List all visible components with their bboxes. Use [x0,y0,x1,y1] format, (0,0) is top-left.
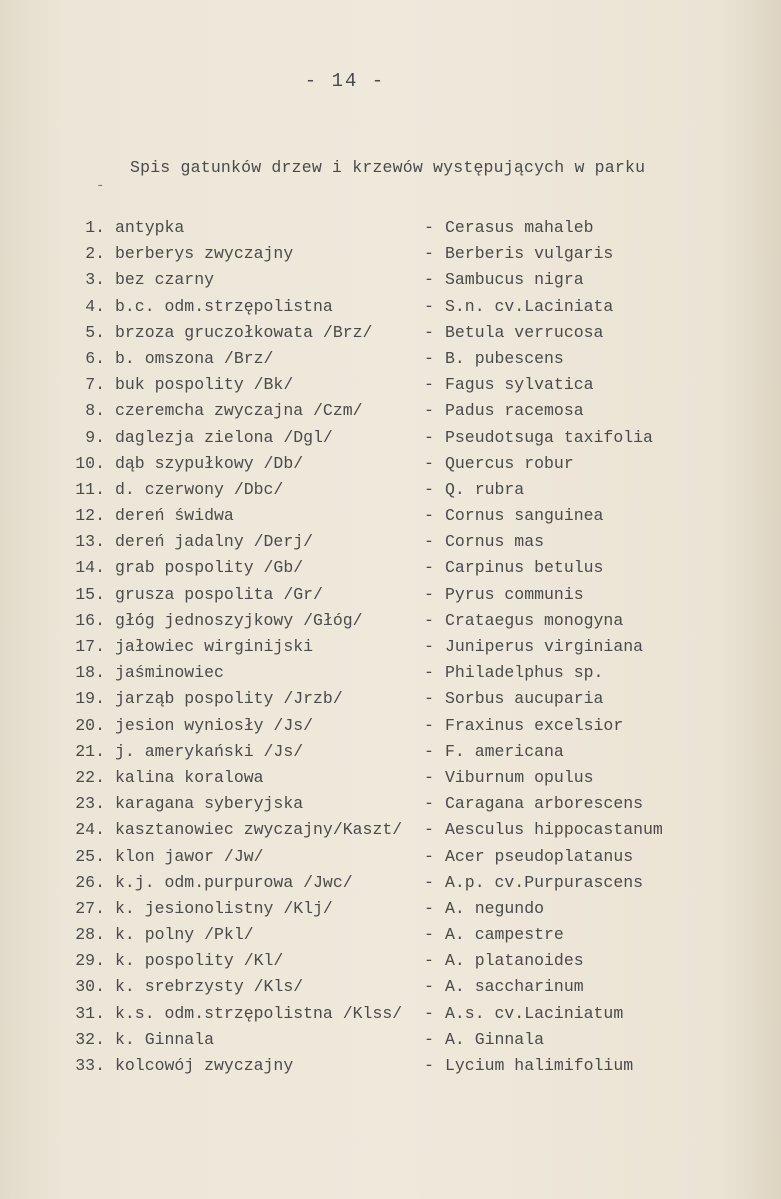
item-number: 1. [85,218,105,237]
item-number: 12. [75,506,105,526]
item-number: 22. [75,767,105,787]
latin-name: Caragana arborescens [445,794,644,814]
latin-name: Fraxinus excelsior [445,715,624,735]
separator-dash: - [424,244,434,264]
separator-dash: - [424,322,434,342]
item-number: 15. [75,584,105,604]
latin-name: Cornus mas [445,532,545,552]
latin-name: A. saccharinum [445,977,584,997]
separator-dash: - [424,401,434,421]
separator-dash: - [424,296,434,316]
polish-name: buk pospolity /Bk/ [115,375,294,395]
polish-name: berberys zwyczajny [115,244,294,264]
latin-name: Berberis vulgaris [445,244,614,264]
latin-name: Viburnum opulus [445,767,594,787]
separator-dash: - [424,270,434,290]
list-item [0,401,781,427]
separator-dash: - [424,1056,434,1075]
list-item [0,1004,781,1030]
latin-name: Pseudotsuga taxifolia [445,427,653,447]
list-item [0,532,781,558]
item-number: 3. [85,270,105,290]
separator-dash: - [424,348,434,368]
item-number: 18. [75,663,105,683]
separator-dash: - [424,925,434,945]
item-number: 30. [75,977,105,997]
separator-dash: - [424,1003,434,1023]
latin-name: A. Ginnala [445,1029,545,1049]
separator-dash: - [424,427,434,447]
polish-name: jesion wyniosły /Js/ [115,715,314,735]
latin-name: S.n. cv.Laciniata [445,296,614,316]
polish-name: k.j. odm.purpurowa /Jwc/ [115,872,353,892]
polish-name: dereń świdwa [115,506,234,526]
item-number: 33. [75,1056,105,1075]
separator-dash: - [424,663,434,683]
separator-dash: - [424,767,434,787]
polish-name: daglezja zielona /Dgl/ [115,427,333,447]
latin-name: Sambucus nigra [445,270,584,290]
list-item [0,323,781,349]
item-number: 20. [75,715,105,735]
item-number: 27. [75,898,105,918]
latin-name: A.p. cv.Purpurascens [445,872,644,892]
separator-dash: - [424,610,434,630]
list-item [0,873,781,899]
list-item [0,794,781,820]
polish-name: dereń jadalny /Derj/ [115,532,314,552]
list-item [0,925,781,951]
latin-name: Q. rubra [445,479,525,499]
latin-name: A. negundo [445,898,545,918]
item-number: 7. [85,375,105,395]
list-item [0,480,781,506]
polish-name: k. srebrzysty /Kls/ [115,977,304,997]
item-number: 11. [75,479,105,499]
polish-name: grab pospolity /Gb/ [115,558,304,578]
list-item [0,218,781,244]
list-item [0,506,781,532]
item-number: 19. [75,689,105,709]
list-item [0,663,781,689]
separator-dash: - [424,794,434,814]
polish-name: kalina koralowa [115,767,264,787]
polish-name: k. Ginnala [115,1029,215,1049]
separator-dash: - [424,506,434,526]
separator-dash: - [424,977,434,997]
polish-name: kolcowój zwyczajny [115,1056,294,1075]
item-number: 16. [75,610,105,630]
item-number: 26. [75,872,105,892]
polish-name: k. pospolity /Kl/ [115,951,284,971]
list-item [0,847,781,873]
list-item [0,349,781,375]
item-number: 28. [75,925,105,945]
latin-name: Crataegus monogyna [445,610,624,630]
latin-name: Aesculus hippocastanum [445,820,663,840]
polish-name: jarząb pospolity /Jrzb/ [115,689,343,709]
latin-name: Cerasus mahaleb [445,218,594,237]
separator-dash: - [424,1029,434,1049]
polish-name: jałowiec wirginijski [115,637,314,656]
item-number: 29. [75,951,105,971]
polish-name: karagana syberyjska [115,794,304,814]
heading-dash-mark: - [96,178,105,194]
list-item [0,899,781,925]
list-item [0,951,781,977]
polish-name: d. czerwony /Dbc/ [115,479,284,499]
latin-name: Fagus sylvatica [445,375,594,395]
latin-name: B. pubescens [445,348,564,368]
list-item [0,768,781,794]
separator-dash: - [424,872,434,892]
item-number: 13. [75,532,105,552]
item-number: 4. [85,296,105,316]
latin-name: A. platanoides [445,951,584,971]
list-item [0,689,781,715]
polish-name: brzoza gruczołkowata /Brz/ [115,322,373,342]
item-number: 24. [75,820,105,840]
polish-name: czeremcha zwyczajna /Czm/ [115,401,363,421]
separator-dash: - [424,637,434,656]
list-item [0,611,781,637]
list-item [0,244,781,270]
separator-dash: - [424,453,434,473]
latin-name: Padus racemosa [445,401,584,421]
polish-name: k.s. odm.strzępolistna /Klss/ [115,1003,403,1023]
list-item [0,375,781,401]
separator-dash: - [424,479,434,499]
item-number: 8. [85,401,105,421]
polish-name: głóg jednoszyjkowy /Głóg/ [115,610,363,630]
list-item [0,820,781,846]
separator-dash: - [424,898,434,918]
list-item [0,1030,781,1056]
list-item [0,742,781,768]
list-item [0,1056,781,1082]
latin-name: Juniperus virginiana [445,637,644,656]
polish-name: k. jesionolistny /Klj/ [115,898,333,918]
separator-dash: - [424,375,434,395]
polish-name: j. amerykański /Js/ [115,741,304,761]
separator-dash: - [424,532,434,552]
latin-name: Lycium halimifolium [445,1056,634,1075]
item-number: 25. [75,846,105,866]
polish-name: grusza pospolita /Gr/ [115,584,323,604]
polish-name: bez czarny [115,270,215,290]
polish-name: antypka [115,218,185,237]
polish-name: jaśminowiec [115,663,224,683]
item-number: 10. [75,453,105,473]
separator-dash: - [424,584,434,604]
list-item [0,558,781,584]
separator-dash: - [424,951,434,971]
latin-name: A.s. cv.Laciniatum [445,1003,624,1023]
polish-name: kasztanowiec zwyczajny/Kaszt/ [115,820,403,840]
separator-dash: - [424,820,434,840]
species-list [0,218,781,1082]
polish-name: klon jawor /Jw/ [115,846,264,866]
item-number: 23. [75,794,105,814]
list-heading: Spis gatunków drzew i krzewów występujących w parku [130,158,646,177]
separator-dash: - [424,846,434,866]
latin-name: Carpinus betulus [445,558,604,578]
latin-name: A. campestre [445,925,564,945]
latin-name: Philadelphus sp. [445,663,604,683]
separator-dash: - [424,689,434,709]
page-number: - 14 - [304,70,386,92]
item-number: 21. [75,741,105,761]
item-number: 17. [75,637,105,656]
list-item [0,637,781,663]
list-item [0,428,781,454]
polish-name: b. omszona /Brz/ [115,348,274,368]
separator-dash: - [424,741,434,761]
item-number: 2. [85,244,105,264]
list-item [0,585,781,611]
list-item [0,297,781,323]
list-item [0,716,781,742]
list-item [0,454,781,480]
polish-name: k. polny /Pkl/ [115,925,254,945]
item-number: 31. [75,1003,105,1023]
latin-name: Acer pseudoplatanus [445,846,634,866]
separator-dash: - [424,558,434,578]
separator-dash: - [424,218,434,237]
item-number: 32. [75,1029,105,1049]
latin-name: Betula verrucosa [445,322,604,342]
list-item [0,270,781,296]
polish-name: b.c. odm.strzępolistna [115,296,333,316]
latin-name: Cornus sanguinea [445,506,604,526]
separator-dash: - [424,715,434,735]
item-number: 5. [85,322,105,342]
item-number: 6. [85,348,105,368]
latin-name: F. americana [445,741,564,761]
latin-name: Quercus robur [445,453,574,473]
item-number: 9. [85,427,105,447]
latin-name: Sorbus aucuparia [445,689,604,709]
latin-name: Pyrus communis [445,584,584,604]
list-item [0,977,781,1003]
item-number: 14. [75,558,105,578]
polish-name: dąb szypułkowy /Db/ [115,453,304,473]
